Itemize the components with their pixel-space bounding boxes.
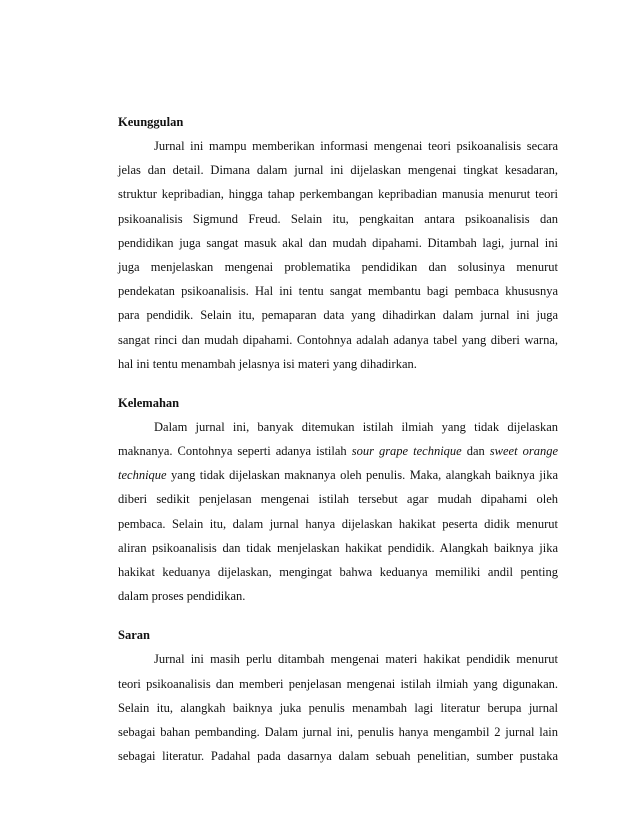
paragraph-line: pendidikan juga sangat masuk akal dan mudah dipahami. Ditambah lagi, jurnal ini — [118, 235, 558, 250]
paragraph-line — [118, 439, 558, 463]
paragraph-line: diberi sedikit penjelasan mengenai istilah tersebut agar mudah dipahami oleh — [118, 492, 558, 507]
text-run: dan — [461, 444, 490, 459]
paragraph-line: Jurnal ini masih perlu ditambah mengenai materi hakikat pendidik menurut — [154, 652, 558, 667]
paragraph-line: para pendidik. Selain itu, pemaparan data yang dihadirkan dalam jurnal ini juga — [118, 308, 558, 323]
paragraph-line: sebagai bahan pembanding. Dalam jurnal ini, penulis hanya mengambil 2 jurnal lain — [118, 724, 558, 739]
paragraph-line: sangat rinci dan mudah dipahami. Contohnya adalah adanya tabel yang diberi warna, — [118, 332, 558, 347]
paragraph-line — [118, 463, 558, 487]
section-heading-kelemahan: Kelemahan — [118, 395, 180, 410]
section-keunggulan — [118, 113, 558, 376]
paragraph-line: pembaca. Selain itu, dalam jurnal hanya dijelaskan hakikat peserta didik menurut — [118, 516, 558, 531]
page-content — [118, 113, 558, 768]
paragraph-kelemahan — [118, 415, 558, 609]
paragraph-line: juga menjelaskan mengenai problematika pendidikan dan solusinya menurut — [118, 259, 558, 274]
text-run: maknanya. Contohnya seperti adanya istilah — [118, 444, 352, 459]
paragraph-keunggulan — [118, 134, 558, 376]
paragraph-line: hakikat keduanya dijelaskan, mengingat bahwa keduanya memiliki andil penting — [118, 565, 558, 579]
paragraph-line: struktur kepribadian, hingga tahap perkembangan kepribadian manusia menurut teori — [118, 187, 558, 202]
paragraph-line: sebagai literatur. Padahal pada dasarnya dalam sebuah penelitian, sumber pustaka — [118, 749, 558, 764]
italic-term: sour grape technique — [351, 444, 462, 459]
paragraph-line: hal ini tentu menambah jelasnya isi materi yang dihadirkan. — [118, 356, 417, 371]
paragraph-line: Dalam jurnal ini, banyak ditemukan istilah ilmiah yang tidak dijelaskan — [154, 419, 558, 434]
italic-term: sweet orange — [489, 444, 558, 459]
paragraph-line: jelas dan detail. Dimana dalam jurnal ini dijelaskan mengenai tingkat kesadaran, — [118, 163, 558, 178]
section-kelemahan — [118, 394, 558, 609]
paragraph-line: Selain itu, alangkah baiknya juka penulis menambah lagi literatur berupa jurnal — [118, 700, 558, 715]
section-saran — [118, 626, 558, 768]
paragraph-line: dalam proses pendidikan. — [118, 589, 246, 604]
paragraph-line: Jurnal ini mampu memberikan informasi mengenai teori psikoanalisis secara — [154, 139, 558, 153]
italic-term: technique — [118, 468, 167, 483]
paragraph-line: psikoanalisis Sigmund Freud. Selain itu, pengkaitan antara psikoanalisis dan — [118, 211, 558, 226]
paragraph-line: aliran psikoanalisis dan tidak menjelaskan hakikat pendidik. Alangkah baiknya jika — [118, 540, 558, 555]
paragraph-saran — [118, 647, 558, 768]
text-run: yang tidak dijelaskan maknanya oleh penulis. Maka, alangkah baiknya jika — [166, 468, 558, 483]
paragraph-line: teori psikoanalisis dan memberi penjelasan mengenai istilah ilmiah yang digunakan. — [118, 676, 558, 691]
paragraph-line: pendekatan psikoanalisis. Hal ini tentu sangat membantu bagi pembaca khususnya — [118, 284, 558, 299]
section-heading-keunggulan: Keunggulan — [118, 115, 184, 129]
section-heading-saran: Saran — [118, 628, 150, 643]
